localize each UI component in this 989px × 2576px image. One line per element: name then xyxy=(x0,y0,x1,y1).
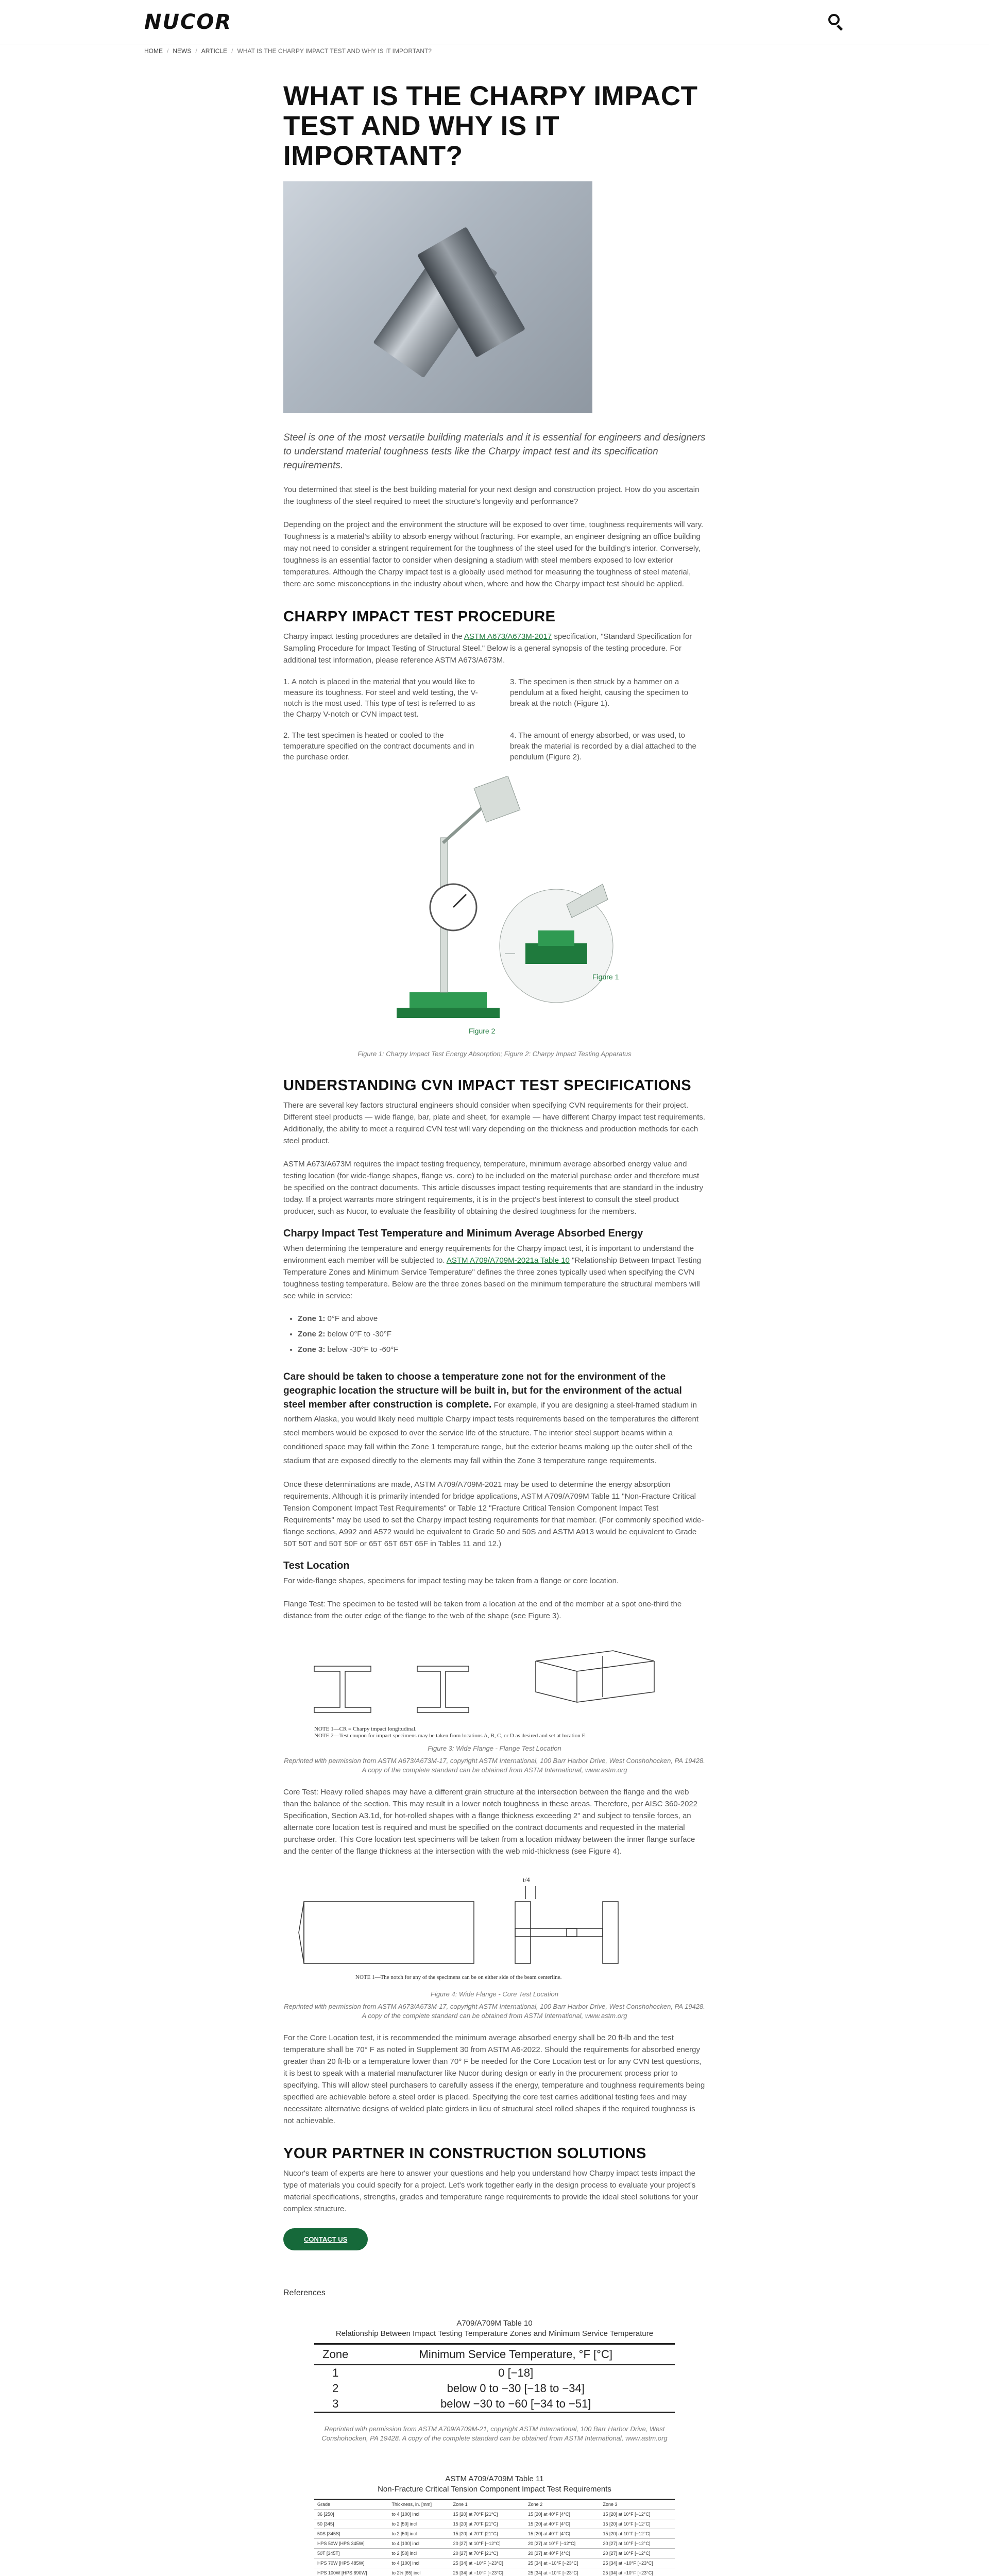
table-row: 50T [345T] to 2 [50] incl 20 [27] at 70°F [21°C] 20 [27] at 40°F [4°C] 20 [27] at 10°F [−12°C] xyxy=(314,2549,675,2558)
temperature-heading: Charpy Impact Test Temperature and Minimum Average Absorbed Energy xyxy=(283,1228,643,1239)
table-header: Zone xyxy=(314,2344,357,2365)
table-row: HPS 100W [HPS 690W] to 2½ [65] incl 25 [34] at −10°F [−23°C] 25 [34] at −10°F [−23°C] 25 [34] at −10°F [−23°C] xyxy=(314,2568,675,2576)
t-quarter-label: t/4 xyxy=(523,1876,530,1884)
partner-heading: YOUR PARTNER IN CONSTRUCTION SOLUTIONS xyxy=(283,2145,646,2162)
figure-3-flange-location xyxy=(283,1635,706,1775)
table-row: HPS 50W [HPS 345W] to 4 [100] incl 20 [27] at 10°F [−12°C] 20 [27] at 10°F [−12°C] 20 [27] at 10°F [−12°C] xyxy=(314,2539,675,2549)
charpy-apparatus-figure xyxy=(283,776,706,1059)
table-row: 50S [345S] to 2 [50] incl 15 [20] at 70°F [21°C] 15 [20] at 40°F [4°C] 15 [20] at 10°F [−12°C] xyxy=(314,2529,675,2539)
references-label: References xyxy=(283,2289,326,2297)
figure-2-label: Figure 2 xyxy=(469,1027,496,1035)
partner-paragraph: Nucor's team of experts are here to answer your questions and help you understand how Charpy impact tests impact the type of materials you could specify for a project. Let's work together early in the design process to evaluate your project's material specifications, strengths, grades and temperature range requirements to provide the ideal steel solutions for your complex structure. xyxy=(283,2169,698,2213)
procedure-step-3: 3. The specimen is then struck by a hammer on a pendulum at a fixed height, causing the specimen to break at the notch (Figure 1). xyxy=(510,677,689,708)
temperature-callout: Care should be taken to choose a temperature zone not for the environment of the geographic location the structure will be built in, but for the environment of the actual steel member after construction is complete. For example, if you are designing a steel-framed stadium in northern Alaska, you would likely need multiple Charpy impact tests requirements based on the temperatures the different steel members would be exposed to over the service life of the structure. The interior steel support beams within a conditioned space may fall within the Zone 1 temperature range, but the exterior beams making up the outer shell of the stadium that are exposed directly to the elements may fall within the Zone 3 temperature range requirements. xyxy=(283,1371,698,1465)
flange-location-diagram xyxy=(294,1635,695,1738)
figure-4-core-location xyxy=(283,1871,706,2021)
figure-3-caption: Figure 3: Wide Flange - Flange Test Location xyxy=(428,1744,561,1752)
table-row: 36 [250] to 4 [100] incl 15 [20] at 70°F [21°C] 15 [20] at 40°F [4°C] 15 [20] at 10°F [−12°C] xyxy=(314,2510,675,2519)
breadcrumb-current: WHAT IS THE CHARPY IMPACT TEST AND WHY IS IT IMPORTANT? xyxy=(237,47,432,55)
intro-paragraph-1: You determined that steel is the best building material for your next design and construction project. How do you ascertain the toughness of the steel required to meet the structure's longevity and performance? xyxy=(283,485,700,506)
breadcrumb-separator: / xyxy=(167,47,169,55)
test-location-heading: Test Location xyxy=(283,1560,350,1571)
charpy-apparatus-illustration xyxy=(361,776,628,1044)
core-location-diagram xyxy=(294,1871,695,1984)
breadcrumb-article[interactable]: ARTICLE xyxy=(201,47,228,55)
breadcrumb-home[interactable]: HOME xyxy=(144,47,163,55)
figure-3-permission: Reprinted with permission from ASTM A673/A673M-17, copyright ASTM International, 100 Barr Harbor Drive, West Conshohocken, PA 19428. A copy of the complete standard can be obtained from ASTM International, www.astm.org xyxy=(284,1757,705,1774)
table-11 xyxy=(314,2474,675,2576)
hero-image-charpy-specimen xyxy=(283,181,592,413)
table-header: Minimum Service Temperature, °F [°C] xyxy=(357,2344,675,2365)
figure-1-label: Figure 1 xyxy=(592,973,619,981)
figure-4-note: NOTE 1—The notch for any of the specimens can be on either side of the beam centerline. xyxy=(355,1974,562,1980)
table-row: 50 [345] to 2 [50] incl 15 [20] at 70°F [21°C] 15 [20] at 40°F [4°C] 15 [20] at 10°F [−12°C] xyxy=(314,2519,675,2529)
astm-a709-table10-link[interactable]: ASTM A709/A709M-2021a Table 10 xyxy=(446,1256,570,1265)
zone-list xyxy=(298,1311,706,1358)
core-test-paragraph-2: For the Core Location test, it is recommended the minimum average absorbed energy shall be 20 ft-lb and the test temperature shall be 70° F as noted in Supplement 30 from ASTM A6-2022. Should the requirements for absorbed energy greater than 20 ft-lb or a temperature lower than 70° F be needed for the Core Location test or for any CVN test questions, it is best to speak with a material manufacturer like Nucor during design or early in the procurement process prior to specifying. This will allow steel purchasers to carefully assess if the energy, temperature and toughness requirements being specified are achievable before a steel order is placed. Specifying the core test carries additional testing fees and may necessitate alternative designs of welded plate girders in lieu of structural steel rolled shapes if the required toughness is not achievable. xyxy=(283,2033,705,2125)
list-item: • Zone 2: below 0°F to -30°F xyxy=(298,1327,706,1342)
test-location-intro: For wide-flange shapes, specimens for impact testing may be taken from a flange or core location. xyxy=(283,1577,619,1585)
breadcrumb-separator: / xyxy=(231,47,233,55)
breadcrumb xyxy=(144,44,845,55)
core-test-paragraph: Core Test: Heavy rolled shapes may have a different grain structure at the intersection between the flange and the web than the balance of the section. This may result in a lower notch toughness in these areas. Therefore, per AISC 360-2022 Specification, Section A3.1d, for hot-rolled shapes with a flange thickness exceeding 2" and subject to tensile forces, an alternate core location test is required and must be specified on the contract documents and requested in the material purchase order. This Core location test specimens will be taken from a location midway between the inner flange surface and the center of the flange thickness at the intersection with the web mid-thickness (see Figure 4). xyxy=(283,1788,698,1856)
intro-paragraph-2: Depending on the project and the environment the structure will be exposed to over time, toughness requirements will vary. Toughness is a material's ability to absorb energy without fracturing. For example, an engineer designing an office building may not need to consider a stringent requirement for the toughness of the steel used for the building's interior. Conversely, toughness is an essential factor to consider when designing a stadium with steel members exposed to low exterior temperatures. Although the Charpy impact test is a globally used method for measuring the toughness of steel material, there are some misconceptions in the industry about when, where and how the Charpy impact test should be applied. xyxy=(283,520,704,588)
flange-test-paragraph: Flange Test: The specimen to be tested will be taken from a location at the end of the member at a spot one-third the distance from the outer edge of the flange to the web of the shape (see Figure 3). xyxy=(283,1600,682,1620)
table-row: 3 below −30 to −60 [−34 to −51] xyxy=(314,2396,675,2413)
list-item: • Zone 1: 0°F and above xyxy=(298,1311,706,1327)
site-header xyxy=(0,0,989,44)
table-row: 1 0 [−18] xyxy=(332,2366,534,2379)
list-item: • Zone 3: below -30°F to -60°F xyxy=(298,1342,706,1358)
table-row: HPS 70W [HPS 485W] to 4 [100] incl 25 [34] at −10°F [−23°C] 25 [34] at −10°F [−23°C] 25 [34] at −10°F [−23°C] xyxy=(314,2558,675,2568)
table-10-grid xyxy=(314,2343,675,2413)
table-10-title: A709/A709M Table 10 xyxy=(456,2319,533,2328)
cvn-paragraph-1: There are several key factors structural engineers should consider when specifying CVN requirements for their project. Different steel products — wide flange, bar, plate and sheet, for example — have different Charpy impact test requirements. Additionally, the ability to meet a required CVN test will vary depending on the thickness and production methods for each steel product. xyxy=(283,1101,706,1145)
temperature-paragraph: When determining the temperature and energy requirements for the Charpy impact test, it is important to understand the environment each member will be subjected to. ASTM A709/A709M-2021a Table 10 "Relationship Between Impact Testing Temperature Zones and Minimum Service Temperature" defines the three zones typically used when specifying the CVN toughness testing temperature. Below are the three zones based on the minimum temperature the structural members will see while in service: xyxy=(283,1244,702,1300)
figure-3-note-2: NOTE 2—Test coupon for impact specimens may be taken from locations A, B, C, or D as desired and set at location E. xyxy=(314,1733,587,1738)
procedure-intro: Charpy impact testing procedures are detailed in the ASTM A673/A673M-2017 specification, "Standard Specification for Sampling Procedure for Impact Testing of Structural Steel." Below is a general synopsis of the testing procedure. For additional test information, please reference ASTM A673/A673M. xyxy=(283,632,692,665)
figure-3-note-1: NOTE 1—CR = Charpy impact longitudinal. xyxy=(314,1726,417,1732)
page-title: WHAT IS THE CHARPY IMPACT TEST AND WHY IS IT IMPORTANT? xyxy=(283,81,698,171)
contact-us-button[interactable]: CONTACT US xyxy=(283,2228,368,2250)
breadcrumb-separator: / xyxy=(195,47,197,55)
cvn-paragraph-3: Once these determinations are made, ASTM A709/A709M-2021 may be used to determine the energy absorption requirements. Although it is primarily intended for bridge applications, ASTM A709/A709M Table 11 "Non-Fracture Critical Tension Component Impact Test Requirements" or Table 12 "Fracture Critical Tension Component Impact Test Requirements" may be used to set the Charpy impact testing requirements for that member. (For commonly specified wide-flange sections, A992 and A572 would be equivalent to Grade 50 and 50S and ASTM A913 would be equivalent to Grade 50T 50T and 50T 50F or 65T 65T 65T 65F in Tables 11 and 12.) xyxy=(283,1480,704,1548)
table-10-permission: Reprinted with permission from ASTM A709/A709M-21, copyright ASTM International, 100 Barr Harbor Drive, West Conshohocken, PA 19428. A copy of the complete standard can be obtained from ASTM International, www.astm.org xyxy=(321,2425,668,2442)
procedure-heading: CHARPY IMPACT TEST PROCEDURE xyxy=(283,608,556,625)
figure-4-caption: Figure 4: Wide Flange - Core Test Location xyxy=(431,1990,558,1998)
cvn-heading: UNDERSTANDING CVN IMPACT TEST SPECIFICATIONS xyxy=(283,1077,692,1094)
table-10 xyxy=(314,2318,675,2443)
table-11-title: ASTM A709/A709M Table 11 xyxy=(445,2475,544,2483)
procedure-step-2: 2. The test specimen is heated or cooled to the temperature specified on the contract documents and in the purchase order. xyxy=(283,731,474,761)
nucor-logo[interactable]: NUCOR xyxy=(144,10,232,34)
astm-a673-link[interactable]: ASTM A673/A673M-2017 xyxy=(464,632,552,641)
table-11-subtitle: Non-Fracture Critical Tension Component Impact Test Requirements xyxy=(378,2485,611,2494)
breadcrumb-news[interactable]: NEWS xyxy=(173,47,192,55)
cvn-paragraph-2: ASTM A673/A673M requires the impact testing frequency, temperature, minimum average absorbed energy value and testing location (for wide-flange shapes, flange vs. core) to be included on the material purchase order and therefore must be specified on the contract documents. This article discusses impact testing requirements that are standard in the industry today. If a project warrants more stringent requirements, it is in the project's best interest to consult the steel product producer, such as Nucor, to evaluate the feasibility of obtaining the desired toughness for the members. xyxy=(283,1160,704,1216)
header-inner xyxy=(144,0,845,44)
procedure-step-4: 4. The amount of energy absorbed, or was used, to break the material is recorded by a dial attached to the pendulum (Figure 2). xyxy=(510,731,696,761)
apparatus-caption: Figure 1: Charpy Impact Test Energy Absorption; Figure 2: Charpy Impact Testing Apparatus xyxy=(357,1050,632,1058)
figure-4-permission: Reprinted with permission from ASTM A673/A673M-17, copyright ASTM International, 100 Barr Harbor Drive, West Conshohocken, PA 19428. A copy of the complete standard can be obtained from ASTM International, www.astm.org xyxy=(284,2003,705,2020)
table-row: 2 below 0 to −30 [−18 to −34] xyxy=(332,2382,585,2395)
table-11-grid: Grade Thickness, in. [mm] Zone 1 Zone 2 Zone 3 36 [250] to 4 [100] incl 15 [20] at 70°F [21°C] 15 [20] at 40°F [4°C] 15 [20] at 10°F [−12°C] 50 [345] to 2 [50] incl 15 [20] at 70°F [21°C] 15 [20] at 40°F [4°C] 15 [20] at 10°F [−12°C] 50S [345S] to 2 [50] incl 15 [20] at 70°F [21°C] 15 [20] at 40°F [4°C] 15 [20] at 10°F [−12°C] HPS 50W [HPS 345W] to 4 [100] incl 20 [27] at 10°F [−12°C] 20 [27] at 10°F [−12°C] 20 [27] at 10°F [−12°C] 50T [345T] to 2 [50] incl 20 [27] at 70°F [21°C] 20 [27] at 40°F [4°C] 20 [27] at 10°F [−12°C] HPS 70W [HPS 485W] to 4 [100] incl 25 [34] at −10°F [−23°C] 25 [34] at −10°F [−23°C] 25 [34] at −10°F [−23°C] HPS 100W [HPS 690W] to 2½ [65] incl 25 [34] at −10°F [−23°C] 25 [34] at −10°F [−23°C] 25 [34] at −10°F [−23°C] xyxy=(314,2499,675,2576)
procedure-steps xyxy=(283,676,706,762)
procedure-step-1: 1. A notch is placed in the material that you would like to measure its toughness. For steel and weld testing, the V-notch is the most used. This type of test is referred to as the Charpy V-notch or CVN impact test. xyxy=(283,677,478,719)
search-icon[interactable] xyxy=(826,13,845,31)
article xyxy=(283,81,706,2576)
article-lede: Steel is one of the most versatile building materials and it is essential for engineers and designers to understand material toughness tests like the Charpy impact test and its specification requirements. xyxy=(283,432,706,471)
table-10-subtitle: Relationship Between Impact Testing Temperature Zones and Minimum Service Temperature xyxy=(335,2329,654,2338)
